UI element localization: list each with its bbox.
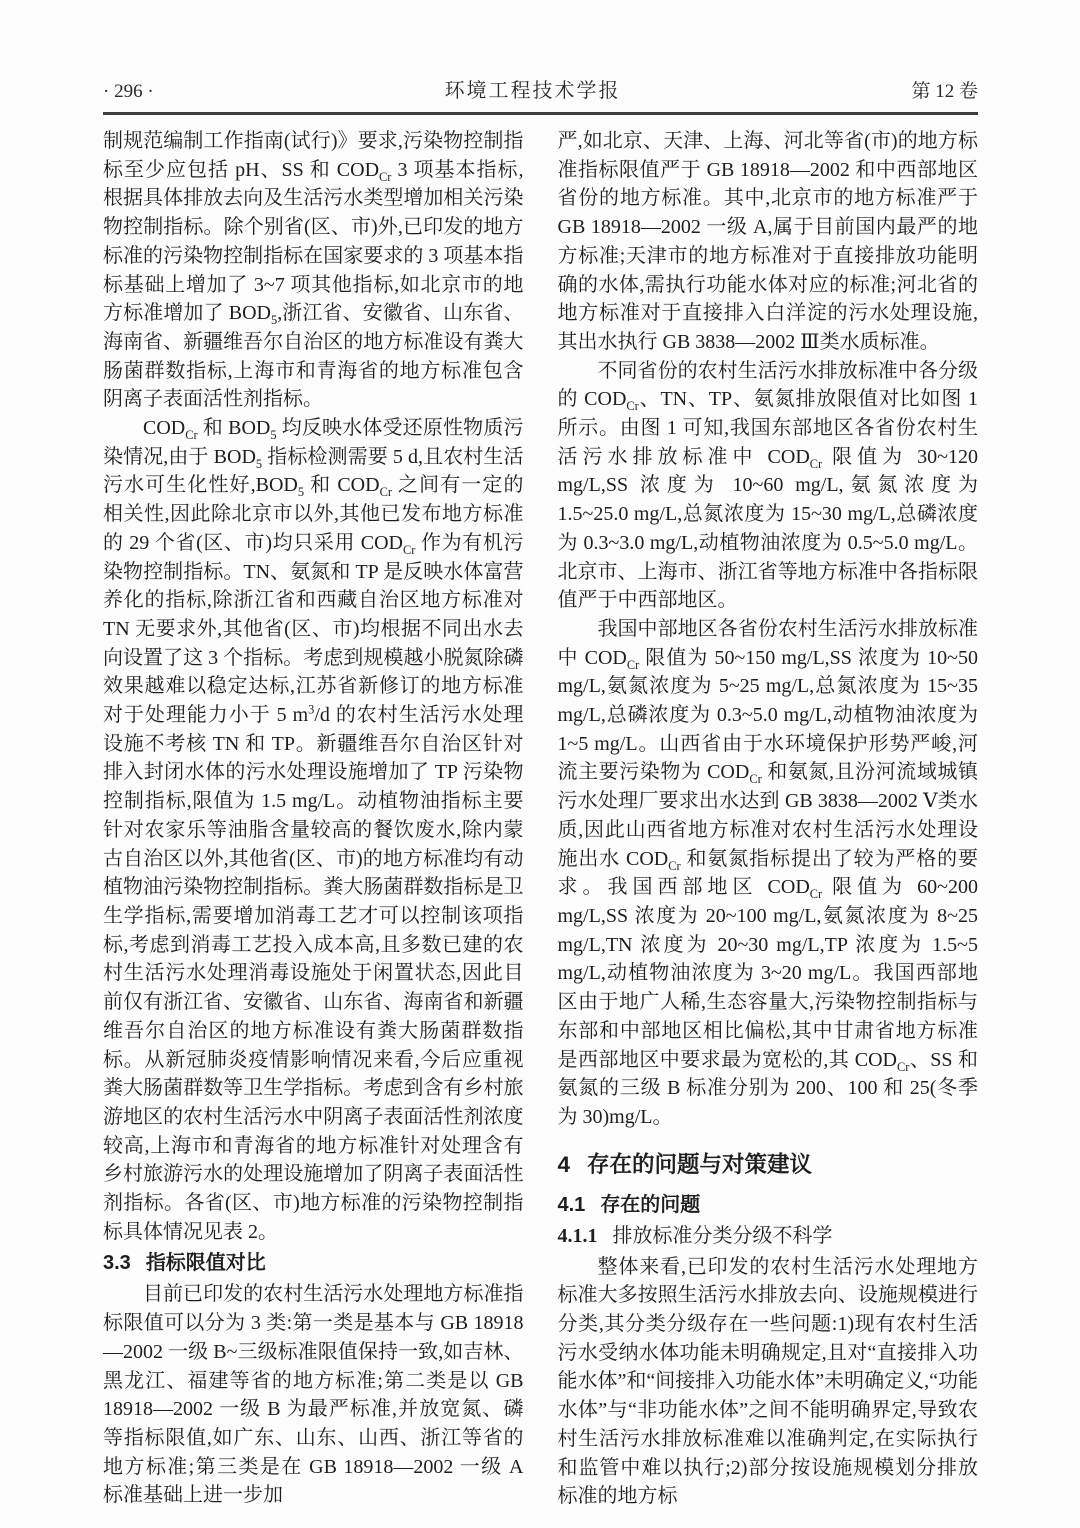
paragraph: 严,如北京、天津、上海、河北等省(市)的地方标准指标限值严于 GB 18918—2002 和中西部地区省份的地方标准。其中,北京市的地方标准严于 GB 18918—2002 一级 A,属于目前国内最严的地方标准;天津市的地方标准对于直接排放功能明确的水体,需执行功能水体对应的标准;河北省的地方标准对于直接排入白洋淀的污水处理设施,其出水执行 GB 3838—2002 Ⅲ类水质标准。 (557, 130, 978, 353)
paragraph: 制规范编制工作指南(试行)》要求,污染物控制指标至少应包括 pH、SS 和 $COD_{Cr}$ 3 项基本指标,根据具体排放去向及生活污水类型增加相关污染物控制指标。除个别省(区、市)外,已印发的地方标准的污染物控制指标在国家要求的 3 项基本指标基础上增加了 3~7 项其他指标,如北京市的地方标准增加了 $BOD_5$,浙江省、安徽省、山东省、海南省、新疆维吾尔自治区的地方标准设有粪大肠菌群数指标,上海市和青海省的地方标准包含阴离子表面活性剂指标。 (103, 130, 524, 411)
heading-4-1-1 (558, 1222, 979, 1251)
left-column (103, 127, 524, 1511)
heading-number: 4.1.1 (557, 1224, 598, 1247)
heading-title: 指标限值对比 (145, 1252, 266, 1275)
header-rule (103, 112, 978, 115)
paragraph: 整体来看,已印发的农村生活污水处理地方标准大多按照生活污水排放去向、设施规模进行分类,其分类分级存在一些问题:1)现有农村生活污水受纳水体功能未明确规定,且对“直接排入功能水体”和“间接排入功能水体”未明确定义,“功能水体”与“非功能水体”之间不能明确界定,导致农村生活污水排放标准难以准确判定,在实际执行和监管中难以执行;2)部分按设施规模划分排放标准的地方标 (557, 1255, 979, 1508)
page-number: · 296 · (103, 81, 154, 102)
volume-label: 第 12 卷 (911, 81, 978, 102)
heading-number: 4 (557, 1151, 571, 1177)
paragraph: 不同省份的农村生活污水排放标准中各分级的 $COD_{Cr}$、TN、TP、氨氮排放限值对比如图 1 所示。由图 1 可知,我国东部地区各省份农村生活污水排放标准中 $COD_{Cr}$ 限值为 30~120 mg/L,SS 浓度为 10~60 mg/L,氨氮浓度为 1.5~25.0 mg/L,总氮浓度为 15~30 mg/L,总磷浓度为 0.3~3.0 mg/L,动植物油浓度为 0.5~5.0 mg/L。北京市、上海市、浙江省等地方标准中各指标限值严于中西部地区。 (557, 359, 979, 612)
heading-number: 4.1 (557, 1193, 586, 1216)
heading-number: 3.3 (103, 1252, 131, 1275)
right-column (558, 127, 979, 1511)
paragraph: 目前已印发的农村生活污水处理地方标准指标限值可以分为 3 类:第一类是基本与 GB 18918—2002 一级 B~三级标准限值保持一致,如吉林、黑龙江、福建等省的地方标准;第二类是以 GB 18918—2002 一级 B 为最严标准,并放宽氮、磷等指标限值,如广东、山东、山西、浙江等省的地方标准;第三类是在 GB 18918—2002 一级 A 标准基础上进一步加 (103, 1283, 524, 1507)
heading-title: 存在的问题 (600, 1193, 701, 1216)
heading-4 (558, 1149, 979, 1180)
heading-3-3 (103, 1249, 524, 1278)
content-columns (103, 127, 978, 1511)
page-header (103, 0, 978, 103)
journal-title: 环境工程技术学报 (444, 80, 621, 102)
paragraph: 我国中部地区各省份农村生活污水排放标准中 $COD_{Cr}$ 限值为 50~150 mg/L,SS 浓度为 10~50 mg/L,氨氮浓度为 5~25 mg/L,总氮浓度为 15~35 mg/L,总磷浓度为 0.3~5.0 mg/L,动植物油浓度为 1~5 mg/L。山西省由于水环境保护形势严峻,河流主要污染物为 $COD_{Cr}$ 和氨氮,且汾河流域城镇污水处理厂要求出水达到 GB 3838—2002 Ⅴ类水质,因此山西省地方标准对农村生活污水处理设施出水 $COD_{Cr}$ 和氨氮指标提出了较为严格的要求。我国西部地区 $COD_{Cr}$ 限值为 60~200 mg/L,SS 浓度为 20~100 mg/L,氨氮浓度为 8~25 mg/L,TN 浓度为 20~30 mg/L,TP 浓度为 1.5~5 mg/L,动植物油浓度为 3~20 mg/L。我国西部地区由于地广人稀,生态容量大,污染物控制指标与东部和中部地区相比偏松,其中甘肃省地方标准是西部地区中要求最为宽松的,其 $COD_{Cr}$、SS 和氨氮的三级 B 标准分别为 200、100 和 25(冬季为 30)mg/L。 (557, 617, 979, 1128)
heading-title: 存在的问题与对策建议 (587, 1151, 813, 1177)
paragraph: $COD_{Cr}$ 和 $BOD_5$ 均反映水体受还原性物质污染情况,由于 $BOD_5$ 指标检测需要 5 d,且农村生活污水可生化性好$,BOD_5$ 和 $COD_{Cr}$ 之间有一定的相关性,因此除北京市以外,其他已发布地方标准的 29 个省(区、市)均只采用 $COD_{Cr}$ 作为有机污染物控制指标。TN、氨氮和 TP 是反映水体富营养化的指标,除浙江省和西藏自治区地方标准对 TN 无要求外,其他省(区、市)均根据不同出水去向设置了这 3 个指标。考虑到规模越小脱氮除磷效果越难以稳定达标,江苏省新修订的地方标准对于处理能力小于 5 $m^3/d$ 的农村生活污水处理设施不考核 TN 和 TP。新疆维吾尔自治区针对排入封闭水体的污水处理设施增加了 TP 污染物控制指标,限值为 1.5 mg/L。动植物油指标主要针对农家乐等油脂含量较高的餐饮废水,除内蒙古自治区以外,其他省(区、市)的地方标准均有动植物油污染物控制指标。粪大肠菌群数指标是卫生学指标,需要增加消毒工艺才可以控制该项指标,考虑到消毒工艺投入成本高,且多数已建的农村生活污水处理消毒设施处于闲置状态,因此目前仅有浙江省、安徽省、山东省、海南省和新疆维吾尔自治区的地方标准设有粪大肠菌群数指标。从新冠肺炎疫情影响情况来看,今后应重视粪大肠菌群数等卫生学指标。考虑到含有乡村旅游地区的农村生活污水中阴离子表面活性剂浓度较高,上海市和青海省的地方标准针对处理含有乡村旅游污水的处理设施增加了阴离子表面活性剂指标。各省(区、市)地方标准的污染物控制指标具体情况见表 2。 (103, 417, 524, 1243)
heading-title: 排放标准分类分级不科学 (612, 1224, 833, 1247)
heading-4-1 (558, 1191, 979, 1220)
